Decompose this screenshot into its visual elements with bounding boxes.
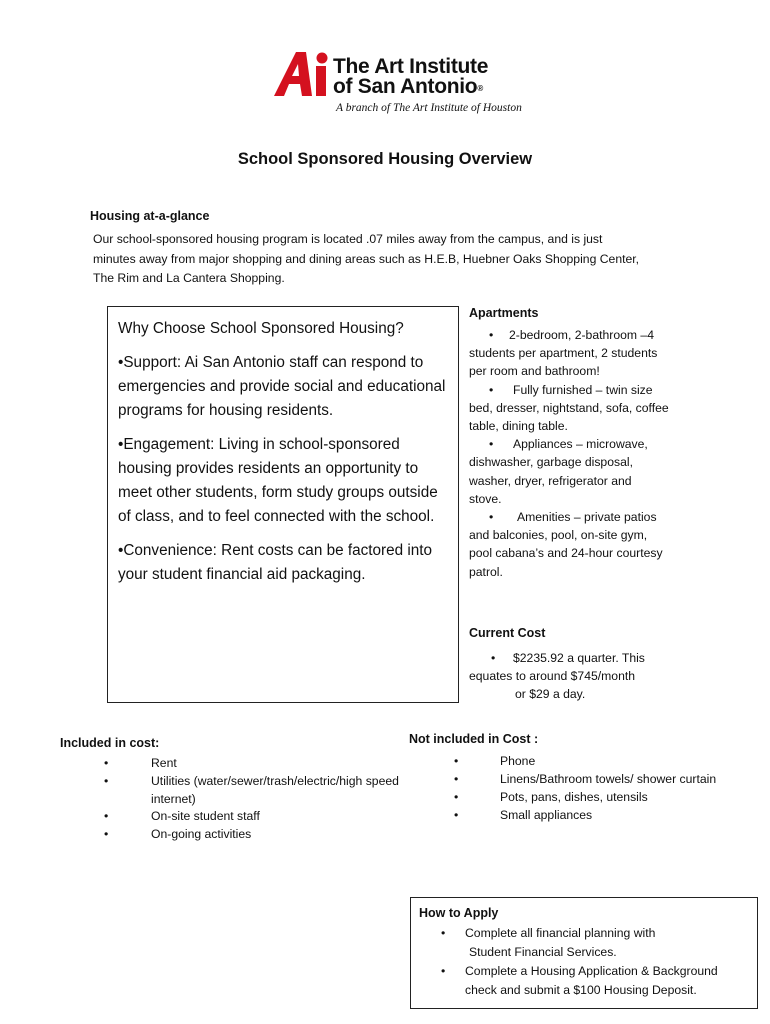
bullet: • [104, 827, 109, 841]
howto-step-1: Complete all financial planning with [465, 926, 656, 940]
ai-logo-mark [272, 50, 334, 98]
why-heading: Why Choose School Sponsored Housing? [118, 320, 404, 337]
logo-name-line2: of San Antonio® [333, 75, 483, 98]
bullet: • [454, 754, 459, 768]
apartments-heading: Apartments [469, 306, 539, 320]
glance-line-1: Our school-sponsored housing program is located .07 miles away from the campus, and is just [93, 232, 603, 246]
bullet: • [441, 926, 446, 940]
bullet: • [454, 808, 459, 822]
bullet: • [491, 651, 496, 665]
apartment-item: • Fully furnished – twin size [469, 381, 689, 399]
glance-heading: Housing at-a-glance [90, 209, 210, 223]
bullet: • [489, 328, 494, 342]
why-convenience: •Convenience: Rent costs can be factored into your student financial aid packaging. [118, 542, 433, 583]
glance-line-2: minutes away from major shopping and dining areas such as H.E.B, Huebner Oaks Shopping Center, [93, 252, 640, 266]
included-item: Utilities (water/sewer/trash/electric/high speed [151, 774, 399, 788]
page-title: School Sponsored Housing Overview [237, 150, 533, 168]
logo-name-line1: The Art Institute [333, 55, 489, 78]
bullet: • [489, 382, 494, 397]
bullet: • [104, 809, 109, 823]
current-cost-detail: • $2235.92 a quarter. This equates to around $745/month or $29 a day. [469, 651, 645, 702]
bullet: • [489, 437, 494, 452]
why-choose-box [107, 306, 459, 703]
apartments-list: • 2-bedroom, 2-bathroom –4 students per apartment, 2 students per room and bathroom! • Fully furnished – twin size bed, dresser, nightstand, sofa, coffee table, dining table. • Appliances – microwave, dishwasher, garbage disposal, washer, dryer, refrigerator and stove. • Amenities – private patios and balconies, pool, on-site gym, pool cabana’s and 24-hour courtesy patrol. [469, 326, 689, 581]
included-heading: Included in cost: [60, 736, 160, 750]
not-included-heading: Not included in Cost : [409, 732, 539, 746]
not-included-item: Phone [500, 754, 536, 768]
how-to-apply-heading: How to Apply [419, 906, 499, 920]
included-item: On-site student staff [151, 809, 260, 823]
glance-line-3: The Rim and La Cantera Shopping. [93, 271, 285, 285]
apartment-item: • Amenities – private patios [469, 508, 689, 526]
not-included-item: Pots, pans, dishes, utensils [500, 790, 648, 804]
included-item: On-going activities [151, 827, 252, 841]
bullet: • [104, 774, 109, 788]
included-item: Rent [151, 756, 177, 770]
apartment-item: • Appliances – microwave, [469, 435, 689, 453]
current-cost-heading: Current Cost [469, 626, 546, 640]
bullet: • [489, 510, 494, 525]
howto-step-2: Complete a Housing Application & Background [465, 964, 718, 978]
bullet: • [454, 772, 459, 786]
included-item-cont: internet) [151, 792, 196, 806]
why-engagement: •Engagement: Living in school-sponsored housing provides residents an opportunity to meet other students, form study groups outside of class, and to feel connected with the school. [118, 436, 438, 525]
logo-branch-tagline: A branch of The Art Institute of Houston [336, 102, 522, 114]
apartment-item: • 2-bedroom, 2-bathroom –4 [469, 326, 689, 344]
why-support: •Support: Ai San Antonio staff can respond to emergencies and provide social and educational programs for housing residents. [118, 354, 446, 419]
not-included-item: Small appliances [500, 808, 593, 822]
how-to-apply-box: How to Apply • Complete all financial planning with Student Financial Services. • Complete a Housing Application & Background check and submit a $100 Housing Deposit. [410, 897, 758, 1009]
bullet: • [454, 790, 459, 804]
registered-mark: ® [477, 84, 483, 93]
bullet: • [104, 756, 109, 770]
not-included-item: Linens/Bathroom towels/ shower curtain [500, 772, 717, 786]
bullet: • [441, 964, 446, 978]
